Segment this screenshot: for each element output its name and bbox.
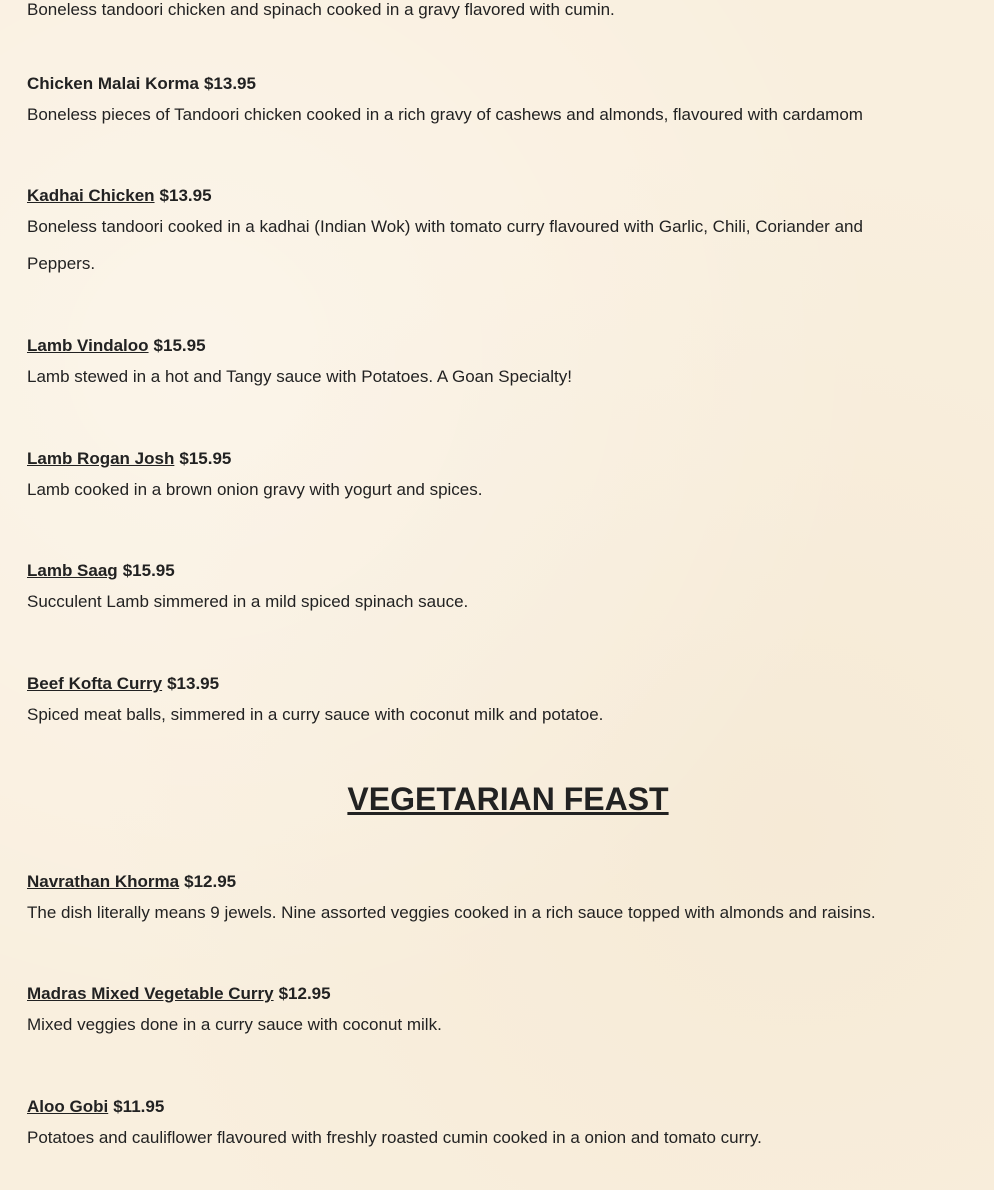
- menu-item-madras-mixed-vegetable-curry: [27, 982, 967, 1043]
- item-name-link[interactable]: Kadhai Chicken: [27, 186, 155, 205]
- item-title: [27, 447, 967, 471]
- item-price: $11.95: [113, 1097, 165, 1116]
- item-description: Boneless tandoori cooked in a kadhai (Indian Wok) with tomato curry flavoured with Garlic, Chili, Coriander and Peppers.: [27, 217, 863, 273]
- item-description: Boneless pieces of Tandoori chicken cooked in a rich gravy of cashews and almonds, flavoured with cardamom: [27, 105, 863, 124]
- menu-item-navrathan-khorma: [27, 870, 967, 931]
- item-description: Mixed veggies done in a curry sauce with coconut milk.: [27, 1015, 442, 1034]
- item-name: Chicken Malai Korma: [27, 74, 199, 93]
- item-title: [27, 672, 967, 696]
- item-price: $15.95: [122, 561, 175, 580]
- item-name-link[interactable]: Aloo Gobi: [27, 1097, 109, 1116]
- menu-item-lamb-rogan-josh: [27, 447, 967, 508]
- item-price: $13.95: [159, 186, 212, 205]
- item-title: [27, 559, 967, 583]
- item-price: $15.95: [179, 449, 232, 468]
- item-description: Lamb stewed in a hot and Tangy sauce with Potatoes. A Goan Specialty!: [27, 367, 572, 386]
- item-description: Spiced meat balls, simmered in a curry sauce with coconut milk and potatoe.: [27, 705, 604, 724]
- item-price: $15.95: [153, 336, 206, 355]
- item-description: Potatoes and cauliflower flavoured with freshly roasted cumin cooked in a onion and tomato curry.: [27, 1128, 762, 1147]
- item-price: $13.95: [203, 74, 256, 93]
- item-title: [27, 982, 967, 1006]
- menu-item-lamb-saag: [27, 559, 967, 620]
- menu-item-chicken-malai-korma: [27, 72, 967, 133]
- item-title: [27, 1095, 967, 1119]
- item-description: Boneless tandoori chicken and spinach cooked in a gravy flavored with cumin.: [27, 0, 615, 19]
- item-name-link[interactable]: Lamb Saag: [27, 561, 118, 580]
- item-name-link[interactable]: Lamb Vindaloo: [27, 336, 149, 355]
- item-title: [27, 72, 967, 96]
- item-title: [27, 870, 967, 894]
- item-price: $12.95: [184, 872, 237, 891]
- menu-item-kadhai-chicken: [27, 184, 967, 282]
- item-description: Lamb cooked in a brown onion gravy with yogurt and spices.: [27, 480, 483, 499]
- item-title: [27, 184, 967, 208]
- item-price: $13.95: [167, 674, 220, 693]
- section-heading-vegetarian: VEGETARIAN FEAST: [347, 781, 669, 817]
- item-description: The dish literally means 9 jewels. Nine assorted veggies cooked in a rich sauce topped with almonds and raisins.: [27, 903, 876, 922]
- item-title: [27, 334, 967, 358]
- item-name-link[interactable]: Navrathan Khorma: [27, 872, 180, 891]
- item-name-link[interactable]: Madras Mixed Vegetable Curry: [27, 984, 274, 1003]
- item-description: Succulent Lamb simmered in a mild spiced spinach sauce.: [27, 592, 469, 611]
- item-price: $12.95: [278, 984, 331, 1003]
- item-name-link[interactable]: Lamb Rogan Josh: [27, 449, 175, 468]
- menu-item-beef-kofta-curry: [27, 672, 967, 733]
- item-name-link[interactable]: Beef Kofta Curry: [27, 674, 163, 693]
- menu-item-aloo-gobi: [27, 1095, 967, 1156]
- menu-item-lamb-vindaloo: [27, 334, 967, 395]
